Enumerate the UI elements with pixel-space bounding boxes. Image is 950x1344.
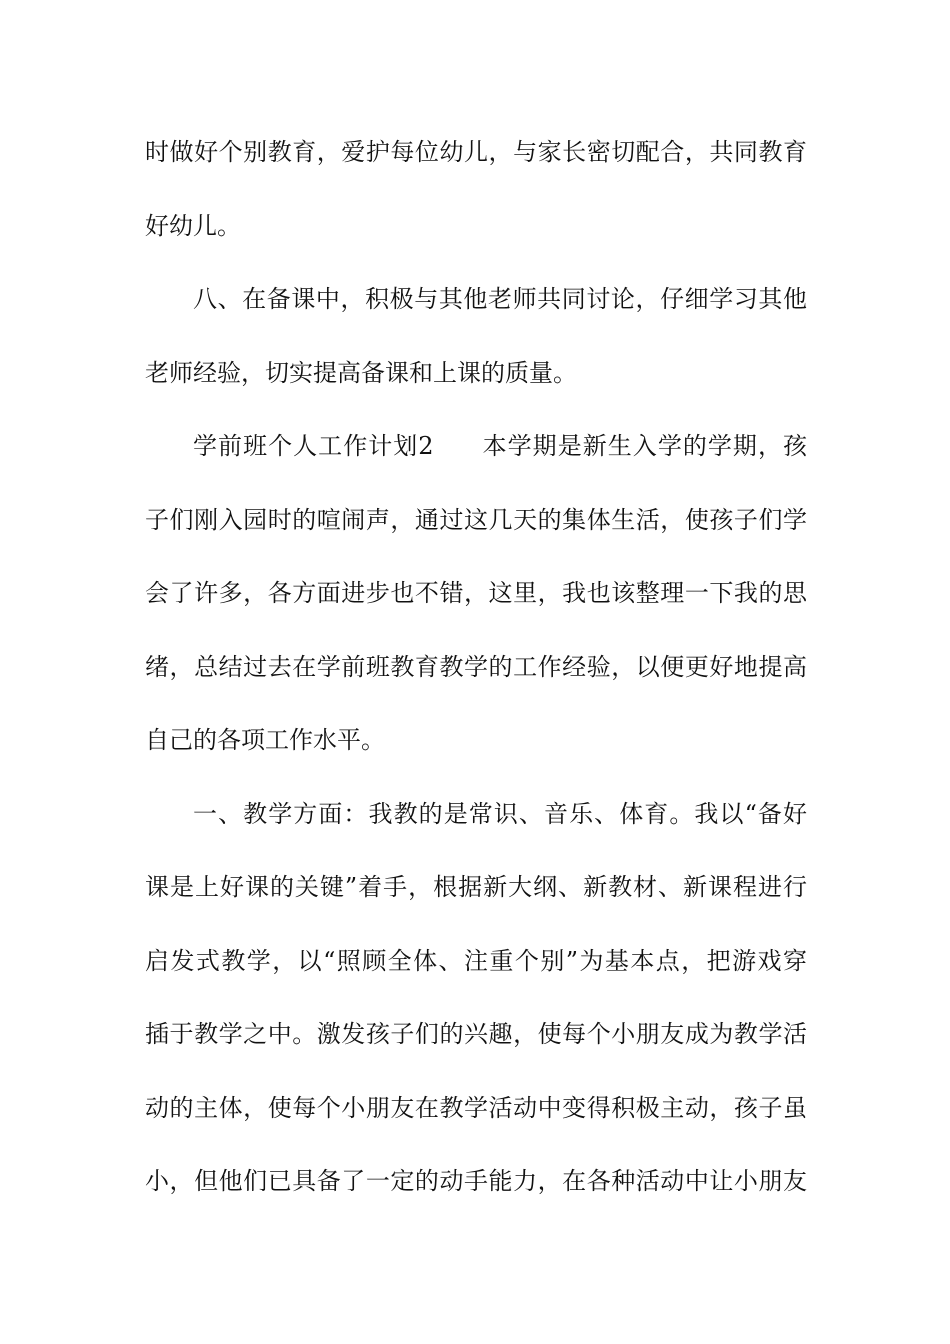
text-line-13: 插于教学之中。激发孩子们的兴趣，使每个小朋友成为教学活 — [145, 1020, 807, 1048]
text-line-4: 老师经验，切实提高备课和上课的质量。 — [145, 358, 577, 387]
text-line-11: 课是上好课的关键”着手，根据新大纲、新教材、新课程进行 — [145, 873, 807, 901]
section-title: 学前班个人工作计划2 — [193, 432, 434, 460]
text-line-3: 八、在备课中，积极与其他老师共同讨论，仔细学习其他 — [193, 285, 807, 313]
text-line-7: 会了许多，各方面进步也不错，这里，我也该整理一下我的思 — [145, 579, 807, 607]
text-line-15: 小，但他们已具备了一定的动手能力，在各种活动中让小朋友 — [145, 1167, 807, 1195]
text-line-2: 好幼儿。 — [145, 211, 241, 240]
section-opening: 本学期是新生入学的学期，孩 — [481, 432, 808, 460]
text-line-12: 启发式教学，以“照顾全体、注重个别”为基本点，把游戏穿 — [145, 946, 807, 975]
text-line-5 — [145, 422, 807, 470]
text-line-9: 自己的各项工作水平。 — [145, 726, 385, 754]
text-line-8: 绪，总结过去在学前班教育教学的工作经验，以便更好地提高 — [145, 652, 807, 681]
text-line-6: 子们刚入园时的喧闹声，通过这几天的集体生活，使孩子们学 — [145, 505, 807, 534]
text-line-10: 一、教学方面：我教的是常识、音乐、体育。我以“备好 — [193, 799, 807, 828]
text-line-1: 时做好个别教育，爱护每位幼儿，与家长密切配合，共同教育 — [145, 138, 807, 166]
text-line-14: 动的主体，使每个小朋友在教学活动中变得积极主动，孩子虽 — [145, 1093, 807, 1122]
document-body — [145, 128, 807, 1231]
